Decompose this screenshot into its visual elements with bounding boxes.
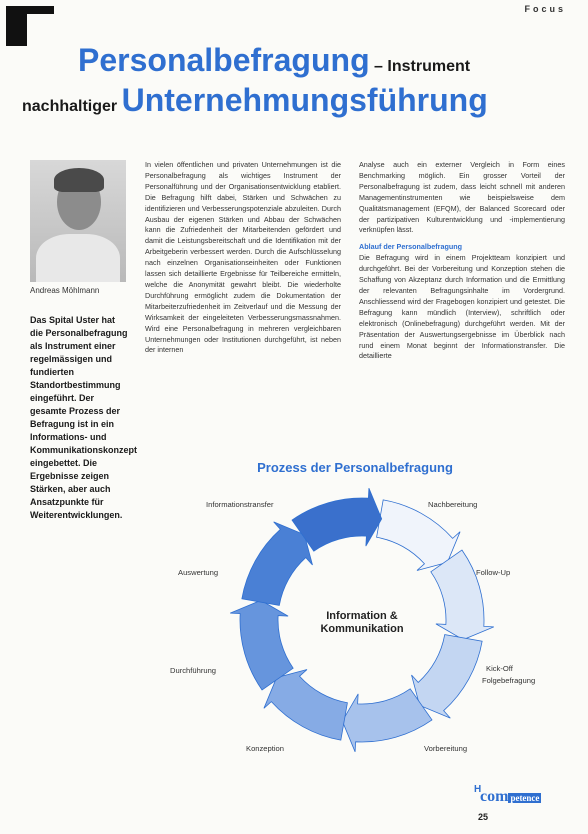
stage-folgebefragung: Folgebefragung (482, 676, 536, 685)
process-diagram (140, 454, 570, 754)
article-paragraph: Analyse auch ein externer Vergleich in Form eines Benchmarking möglich. Ein grosser Vorteil der Personalbefragung ist zudem, dass leicht schnell mit anderen Managementinstrumenten wie beispielsweise dem Qualitätsmanagement (EFQM), der Balanced Scorecard oder der partizipativen Kulturentwicklung und -implementierung verknüpfen lässt. (359, 160, 565, 235)
stage-follow-up: Follow-Up (476, 568, 511, 577)
stage-nachbereitung: Nachbereitung (428, 500, 478, 509)
article-paragraph: Die Befragung wird in einem Projektteam konzipiert und durchgeführt. Bei der Vorbereitung und Konzeption stehen die Schaffung von Akzeptanz durch Information und die Ermittlung der relevanten Befragungsinhalte im Vordergrund. Anschliessend wird der Fragebogen konzipiert und getestet. Die Befragung kann mündlich (Interview), schriftlich oder elektronisch (Onlinebefragung) durchgeführt werden. Mit der Präsentation der Auswertungsergebnisse im Überblick nach rund einem Monat beginnt der Informationstransfer. Die detaillierte (359, 253, 565, 361)
page-title-line-2 (22, 82, 488, 119)
stage-informationstransfer: Informationstransfer (206, 500, 274, 509)
article-column-2 (359, 160, 565, 362)
stage-vorbereitung: Vorbereitung (424, 744, 468, 753)
diagram-title: Prozess der Personalbefragung (257, 460, 453, 475)
article-column-1: In vielen öffentlichen und privaten Unternehmungen ist die Personalbefragung als wichtiges Instrument der Personalführung und der Organisationsentwicklung etabliert. Die Befragung hilft dabei, Stärken und Schwächen zu identifizieren und Verbesserungspotenziale abzuleiten. Durch Ausbau der eigenen Stärken und Abbau der Schwächen kann die Zufriedenheit der Mitarbeitenden gefördert und damit die Leistungsbereitschaft und die Identifikation mit der Arbeitgeberin verbessert werden. Durch die Aufschlüsselung nach einzelnen Organisationseinheiten oder Funktionen lassen sich detaillierte Ergebnisse für Teilbereiche ermitteln, welche die Anonymität gewahrt bleibt. Die wiederholte Durchführung ermöglicht zudem die Dokumentation der Mitarbeiterzufriedenheit im Zeitverlauf und die Messung der Wirksamkeit der eingeleiteten Verbesserungsmassnahmen. Wird eine Personalbefragung in mehreren vergleichbaren Unternehmungen oder Institutionen durchgeführt, ist neben der internen (145, 160, 341, 355)
page-title-line-1 (78, 42, 470, 79)
page-number: 25 (478, 812, 489, 822)
stage-auswertung: Auswertung (178, 568, 219, 577)
corner-mark-bar (6, 6, 54, 14)
title-dash: – Instrument (369, 58, 471, 75)
section-label: Focus (524, 4, 566, 14)
title-main: Personalbefragung (78, 42, 370, 78)
lead-text: Das Spital Uster hat die Personalbefragung als Instrument einer regelmässigen und fundierten Standortbestimmung eingeführt. Der gesamte Prozess der Befragung ist in ein Informations- und Kommunikationskonzept eingebettet. Die Ergebnisse zeigen Stärken, aber auch Ansatzpunkte für Weiterentwicklungen. (30, 315, 138, 520)
diagram-center-label: Information & Kommunikation (320, 610, 404, 635)
stage-konzeption: Konzeption (246, 744, 284, 753)
competence-logo: H com petence (474, 784, 540, 805)
author-photo (30, 160, 126, 282)
cycle-svg (140, 454, 570, 754)
photo-caption: Andreas Möhlmann (30, 286, 100, 295)
title-pre: nachhaltiger (22, 98, 122, 115)
stage-kick-off: Kick-Off (486, 664, 513, 673)
stage-durchfuehrung: Durchführung (170, 666, 217, 675)
article-subheading: Ablauf der Personalbefragung (359, 242, 463, 252)
title-sub: Unternehmungsführung (121, 82, 488, 118)
